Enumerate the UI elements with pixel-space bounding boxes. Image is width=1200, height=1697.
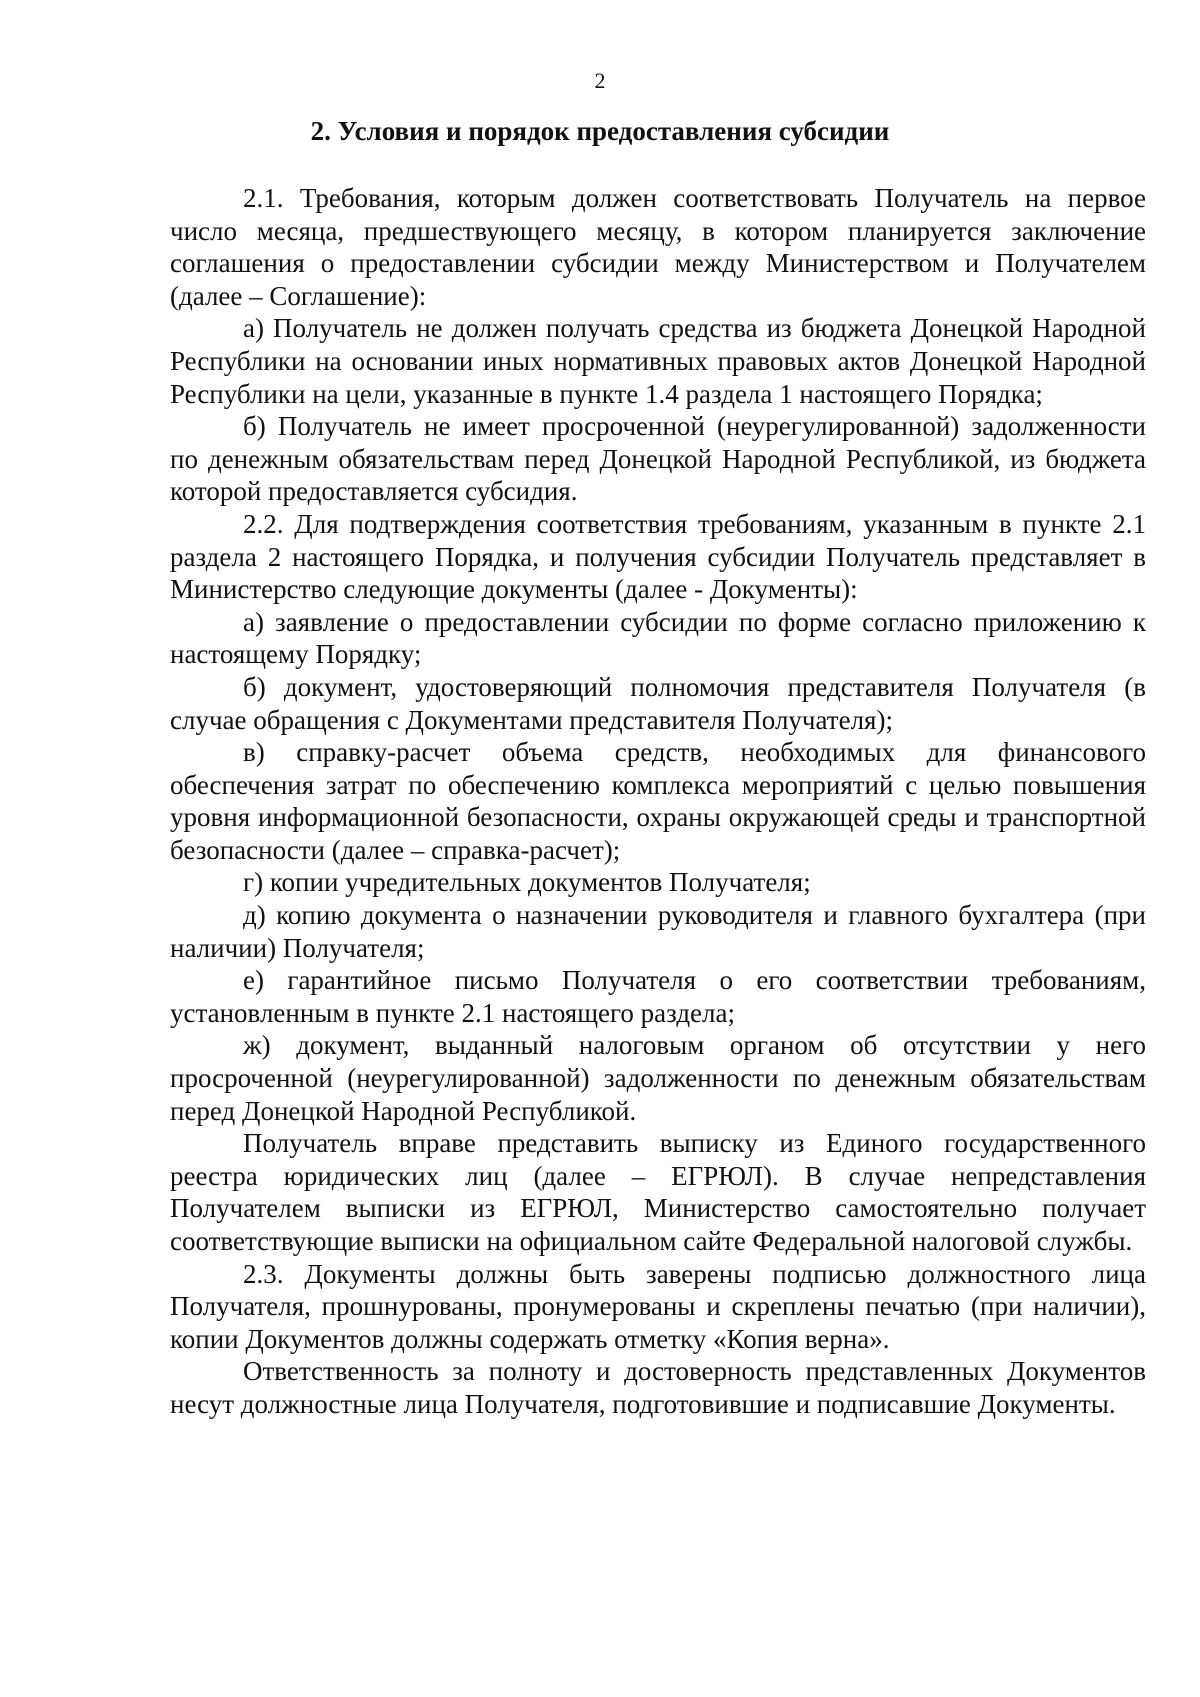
page-number: 2 bbox=[594, 68, 606, 93]
paragraph-2-1-b: б) Получатель не имеет просроченной (неурегулированной) задолженности по денежным обязательствам перед Донецкой Народной Республикой, из бюджета которой предоставляется субсидия. bbox=[170, 411, 1146, 507]
paragraph-2-3: 2.3. Документы должны быть заверены подписью должностного лица Получателя, прошнурованы, пронумерованы и скреплены печатью (при наличии), копии Документов должны содержать отметку «Копия верна». bbox=[170, 1258, 1146, 1354]
paragraph-2-2: 2.2. Для подтверждения соответствия требованиям, указанным в пункте 2.1 раздела 2 настоящего Порядка, и получения субсидии Получатель представляет в Министерство следующие документы (далее - Документы): bbox=[170, 508, 1146, 605]
paragraph-2-1: 2.1. Требования, которым должен соответствовать Получатель на первое число месяца, предшествующего месяцу, в котором планируется заключение соглашения о предоставлении субсидии между Министерством и Получателем (далее – Соглашение): bbox=[170, 183, 1146, 311]
paragraph-2-2-b: б) документ, удостоверяющий полномочия представителя Получателя (в случае обращения с Документами представителя Получателя); bbox=[170, 671, 1146, 735]
paragraph-2-1-a: а) Получатель не должен получать средства из бюджета Донецкой Народной Республики на основании иных нормативных правовых актов Донецкой Народной Республики на цели, указанные в пункте 1.4 раздела 1 настоящего Порядка; bbox=[170, 313, 1146, 409]
paragraph-2-2-d: д) копию документа о назначении руководителя и главного бухгалтера (при наличии) Получателя; bbox=[170, 900, 1146, 963]
paragraph-2-2-a: а) заявление о предоставлении субсидии по форме согласно приложению к настоящему Порядку; bbox=[170, 606, 1146, 670]
paragraph-2-2-g: г) копии учредительных документов Получателя; bbox=[243, 867, 811, 898]
paragraph-2-2-e: е) гарантийное письмо Получателя о его соответствии требованиям, установленным в пункте 2.1 настоящего раздела; bbox=[170, 965, 1146, 1028]
paragraph-egrul: Получатель вправе представить выписку из Единого государственного реестра юридических лиц (далее – ЕГРЮЛ). В случае непредставления Получателем выписки из ЕГРЮЛ, Министерство самостоятельно получает соответствующие выписки на официальном сайте Федеральной налоговой службы. bbox=[170, 1128, 1146, 1256]
paragraph-2-2-v: в) справку-расчет объема средств, необходимых для финансового обеспечения затрат по обеспечению комплекса мероприятий с целью повышения уровня информационной безопасности, охраны окружающей среды и транспортной безопасности (далее – справка-расчет); bbox=[170, 737, 1146, 865]
document-body bbox=[170, 182, 1146, 1421]
section-title: 2. Условия и порядок предоставления субсидии bbox=[310, 116, 890, 146]
paragraph-responsibility: Ответственность за полноту и достоверность представленных Документов несут должностные лица Получателя, подготовившие и подписавшие Документы. bbox=[170, 1356, 1146, 1419]
paragraph-2-2-zh: ж) документ, выданный налоговым органом об отсутствии у него просроченной (неурегулированной) задолженности по денежным обязательствам перед Донецкой Народной Республикой. bbox=[170, 1030, 1146, 1126]
